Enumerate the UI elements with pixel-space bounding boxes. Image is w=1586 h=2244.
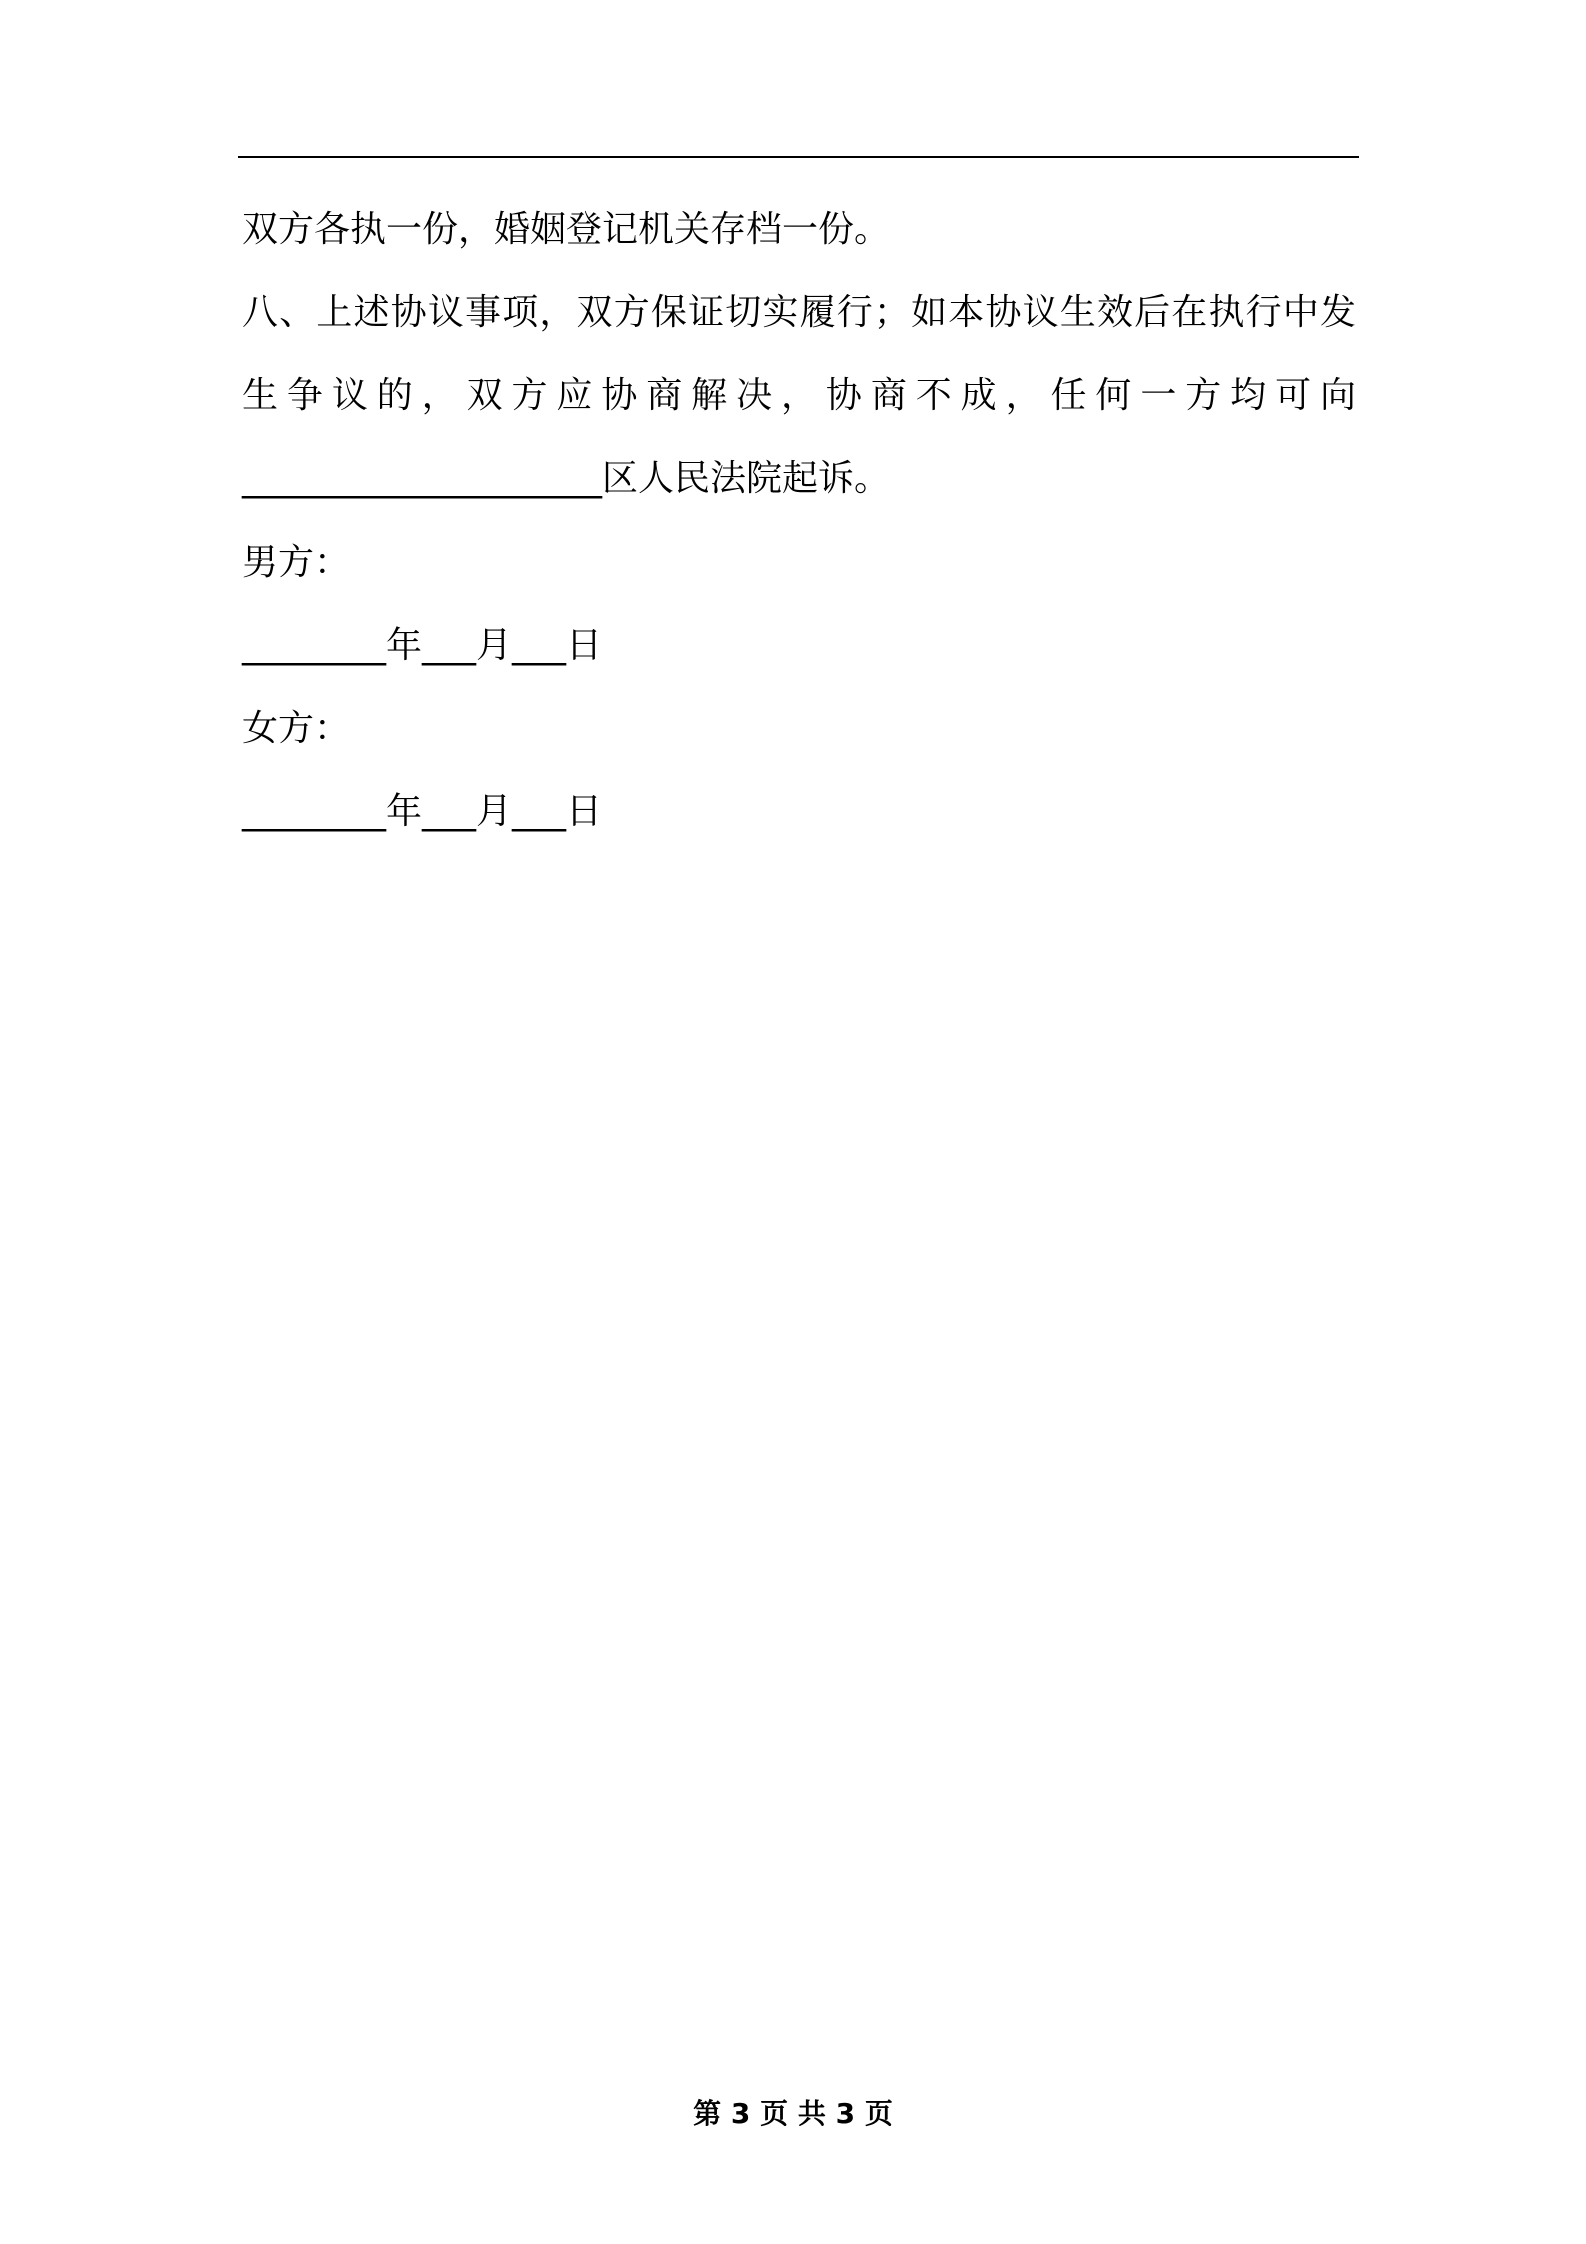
clause-8-line-2: 生争议的，双方应协商解决，协商不成，任何一方均可向 bbox=[242, 375, 1356, 416]
header-rule bbox=[238, 156, 1359, 158]
male-party-label: 男方： bbox=[242, 542, 351, 583]
male-party-date: ________年___月___日 bbox=[242, 625, 602, 666]
clause-8-line-3: ____________________区人民法院起诉。 bbox=[242, 458, 891, 499]
text-line-continuation: 双方各执一份，婚姻登记机关存档一份。 bbox=[242, 209, 891, 250]
female-party-label: 女方： bbox=[242, 708, 351, 749]
clause-8-line-1: 八、上述协议事项，双方保证切实履行；如本协议生效后在执行中发 bbox=[242, 292, 1356, 333]
page-number: 第 3 页 共 3 页 bbox=[693, 2097, 893, 2130]
female-party-date: ________年___月___日 bbox=[242, 791, 602, 832]
